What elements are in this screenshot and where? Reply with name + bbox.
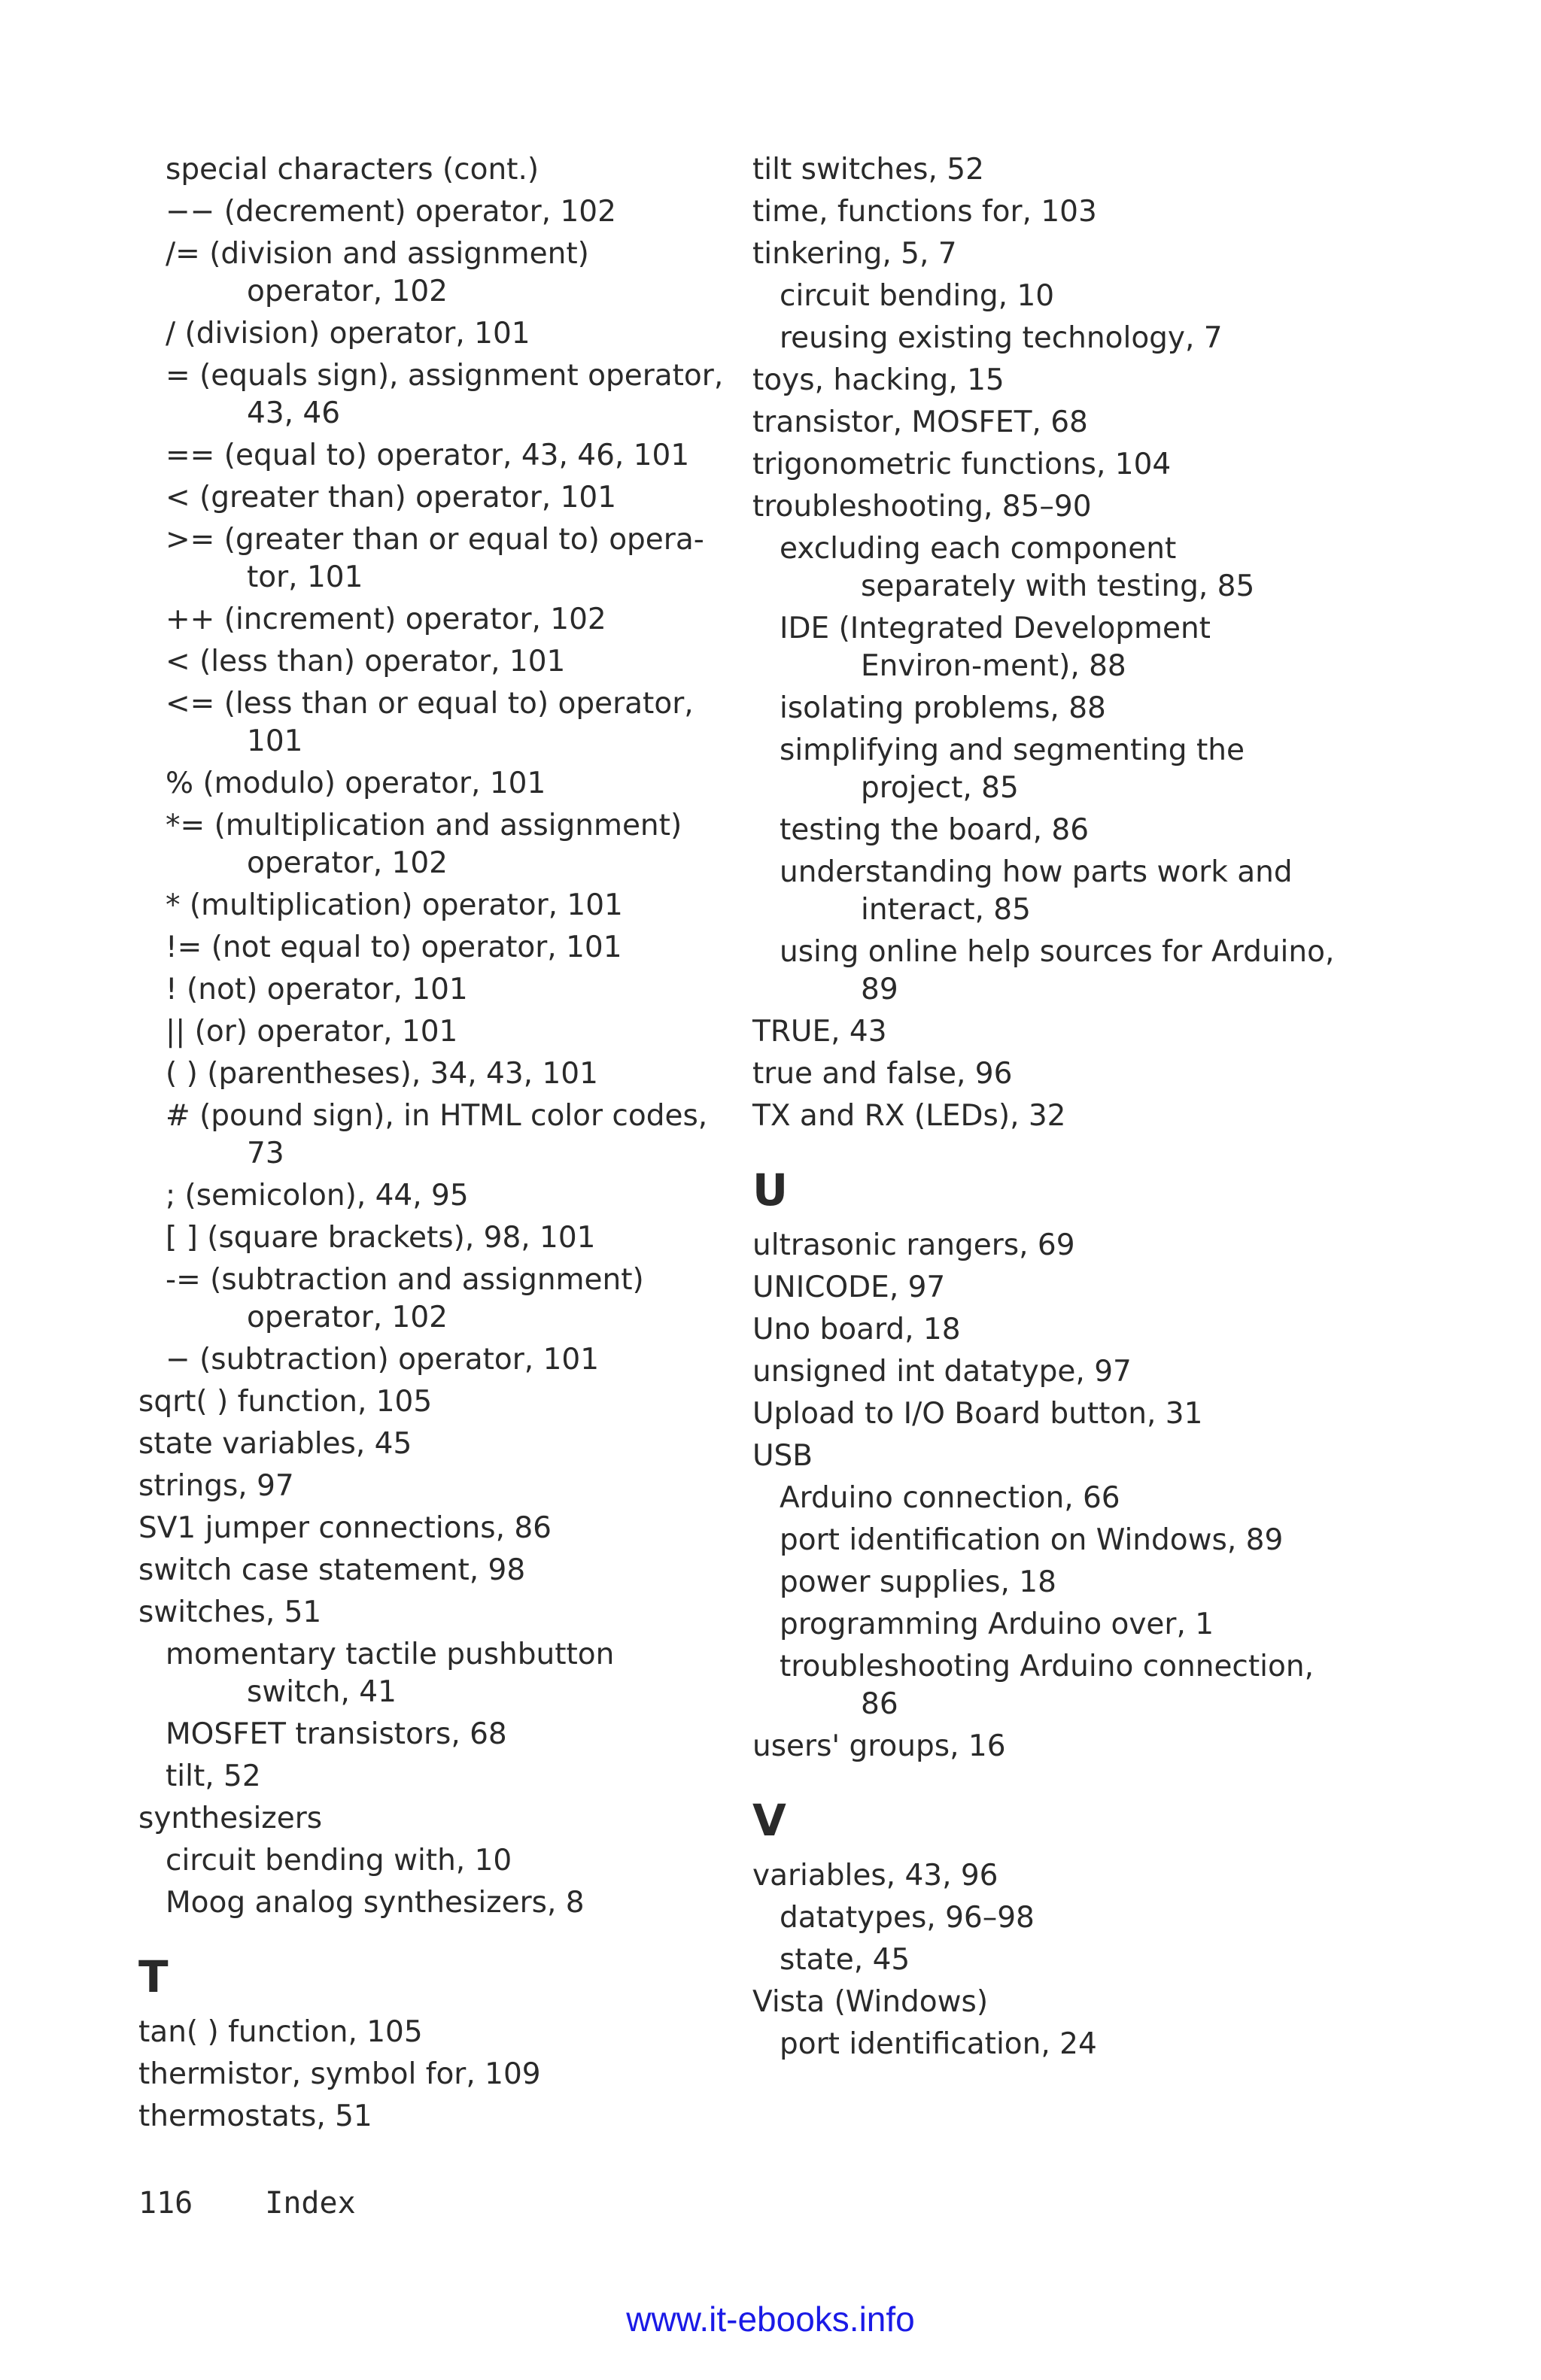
index-subentry: simplifying and segmenting the project, 85	[780, 733, 1245, 805]
index-subentry: >= (greater than or equal to) opera-tor, 101	[166, 523, 704, 594]
index-entry: toys, hacking, 15	[752, 363, 1005, 397]
index-entry: tan( ) function, 105	[138, 2015, 423, 2049]
index-entry: true and false, 96	[752, 1057, 1013, 1091]
index-entry: tinkering, 5, 7	[752, 237, 957, 271]
page-number: 116	[138, 2186, 193, 2221]
index-subentry: troubleshooting Arduino connection, 86	[780, 1650, 1314, 1721]
index-subentry: power supplies, 18	[780, 1565, 1056, 1599]
index-subentry: −− (decrement) operator, 102	[166, 195, 616, 229]
index-entry: TRUE, 43	[752, 1015, 887, 1049]
index-subentry: ! (not) operator, 101	[166, 973, 468, 1006]
index-subentry: port identification, 24	[780, 2027, 1097, 2061]
watermark	[0, 2299, 1541, 2339]
section-letter: V	[752, 1795, 786, 1846]
section-letter: T	[138, 1951, 169, 2002]
index-entry: state variables, 45	[138, 1427, 412, 1461]
index-subentry: /= (division and assignment) operator, 102	[166, 237, 589, 308]
index-entry: ultrasonic rangers, 69	[752, 1228, 1075, 1262]
index-entry: switch case statement, 98	[138, 1553, 526, 1587]
index-entry: Vista (Windows)	[752, 1985, 989, 2019]
index-entry: variables, 43, 96	[752, 1859, 998, 1893]
index-subentry: ++ (increment) operator, 102	[166, 603, 606, 636]
index-entry: unsigned int datatype, 97	[752, 1355, 1132, 1389]
index-subentry: / (division) operator, 101	[166, 317, 530, 351]
index-subentry: % (modulo) operator, 101	[166, 767, 546, 800]
index-subentry: = (equals sign), assignment operator, 43, 46	[166, 359, 724, 430]
index-entry: trigonometric functions, 104	[752, 448, 1172, 481]
index-subentry: special characters (cont.)	[166, 153, 540, 187]
index-subentry: circuit bending with, 10	[166, 1844, 512, 1878]
index-subentry: circuit bending, 10	[780, 279, 1055, 313]
index-entry: synthesizers	[138, 1802, 323, 1835]
index-entry: Uno board, 18	[752, 1313, 961, 1346]
index-entry: Upload to I/O Board button, 31	[752, 1397, 1203, 1431]
index-entry: strings, 97	[138, 1469, 294, 1503]
index-entry: thermostats, 51	[138, 2099, 372, 2133]
index-subentry: *= (multiplication and assignment) operator, 102	[166, 809, 682, 880]
index-column-right	[752, 149, 1339, 2066]
index-entry: time, functions for, 103	[752, 195, 1097, 229]
index-subentry: isolating problems, 88	[780, 691, 1106, 725]
index-subentry: * (multiplication) operator, 101	[166, 888, 623, 922]
index-subentry: understanding how parts work and interact, 85	[780, 855, 1293, 927]
index-entry: sqrt( ) function, 105	[138, 1385, 433, 1419]
index-subentry: excluding each component separately with testing, 85	[780, 532, 1255, 603]
index-subentry: using online help sources for Arduino, 89	[780, 935, 1335, 1006]
index-subentry: MOSFET transistors, 68	[166, 1717, 507, 1751]
index-entry: troubleshooting, 85–90	[752, 490, 1092, 524]
index-entry: USB	[752, 1439, 813, 1473]
section-title: Index	[265, 2186, 356, 2221]
index-subentry: datatypes, 96–98	[780, 1901, 1035, 1935]
index-subentry: programming Arduino over, 1	[780, 1607, 1214, 1641]
index-entry: transistor, MOSFET, 68	[752, 405, 1088, 439]
index-entry: tilt switches, 52	[752, 153, 984, 187]
index-entry: SV1 jumper connections, 86	[138, 1511, 552, 1545]
index-entry: UNICODE, 97	[752, 1270, 946, 1304]
index-subentry: <= (less than or equal to) operator, 101	[166, 687, 694, 758]
index-subentry: || (or) operator, 101	[166, 1015, 458, 1049]
index-subentry: momentary tactile pushbutton switch, 41	[166, 1638, 615, 1709]
section-letter: U	[752, 1164, 789, 1216]
index-subentry: port identification on Windows, 89	[780, 1523, 1284, 1557]
index-entry: TX and RX (LEDs), 32	[752, 1099, 1066, 1133]
index-subentry: − (subtraction) operator, 101	[166, 1343, 600, 1377]
index-column-left	[138, 149, 725, 2138]
index-subentry: [ ] (square brackets), 98, 101	[166, 1221, 596, 1255]
index-subentry: ; (semicolon), 44, 95	[166, 1179, 469, 1213]
watermark-link[interactable]: www.it-ebooks.info	[626, 2300, 915, 2339]
index-subentry: reusing existing technology, 7	[780, 321, 1223, 355]
index-subentry: ( ) (parentheses), 34, 43, 101	[166, 1057, 598, 1091]
index-entry: users' groups, 16	[752, 1729, 1006, 1763]
index-subentry: == (equal to) operator, 43, 46, 101	[166, 439, 690, 472]
index-subentry: IDE (Integrated Development Environ-ment), 88	[780, 612, 1211, 683]
index-subentry: state, 45	[780, 1943, 910, 1977]
index-subentry: tilt, 52	[166, 1759, 261, 1793]
index-subentry: != (not equal to) operator, 101	[166, 930, 622, 964]
index-entry: thermistor, symbol for, 109	[138, 2057, 541, 2091]
index-subentry: Moog analog synthesizers, 8	[166, 1886, 585, 1920]
index-subentry: < (less than) operator, 101	[166, 645, 566, 678]
index-subentry: # (pound sign), in HTML color codes, 73	[166, 1099, 708, 1170]
index-subentry: testing the board, 86	[780, 813, 1090, 847]
index-subentry: -= (subtraction and assignment) operator, 102	[166, 1263, 644, 1334]
page-footer	[138, 2186, 356, 2221]
index-entry: switches, 51	[138, 1595, 322, 1629]
index-subentry: < (greater than) operator, 101	[166, 481, 617, 515]
index-subentry: Arduino connection, 66	[780, 1481, 1120, 1515]
